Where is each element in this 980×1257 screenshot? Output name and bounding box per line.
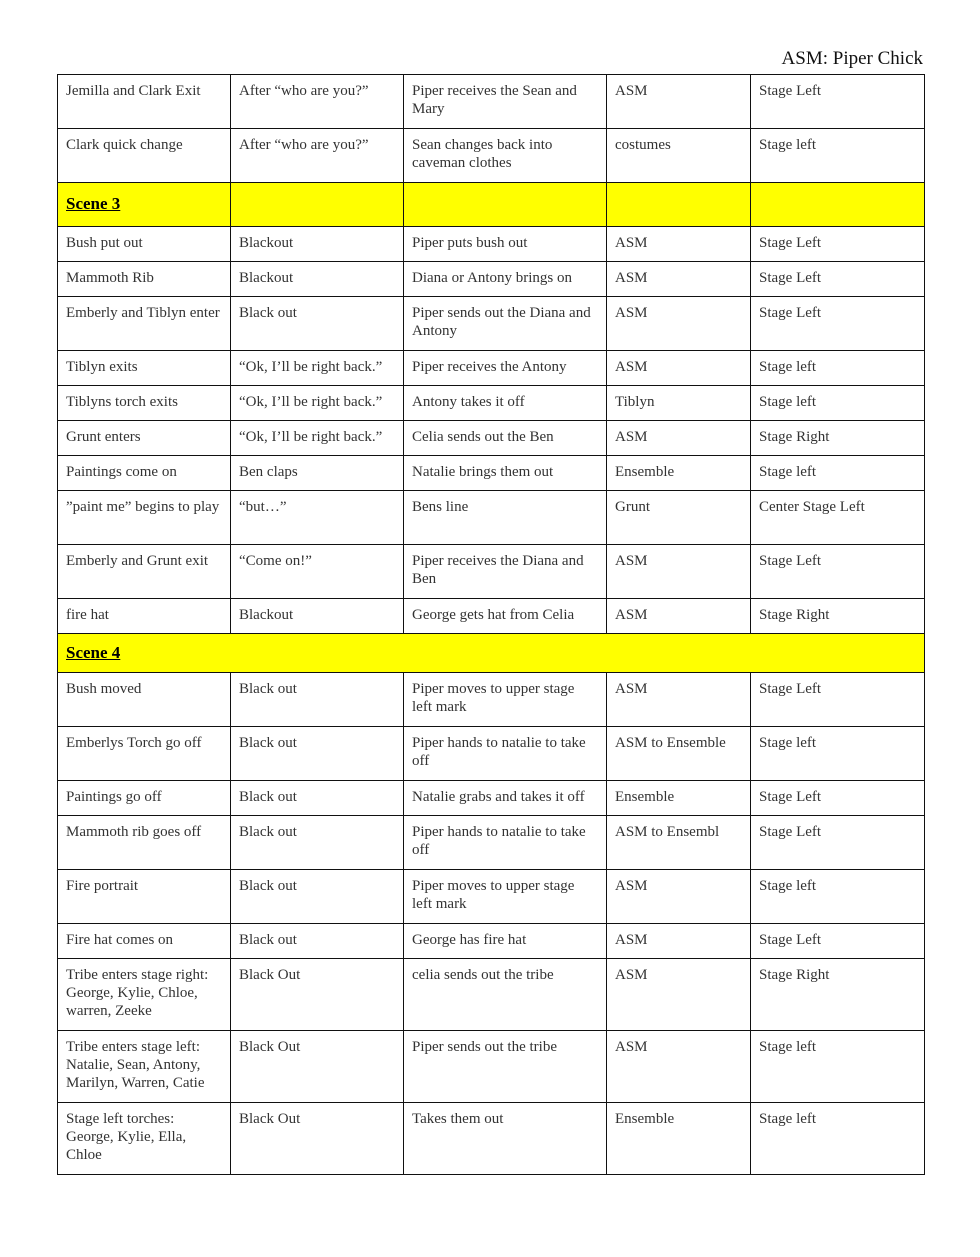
cue-location-cell: Stage Left [751,816,925,870]
cue-trigger-cell: Black out [231,673,404,727]
scene-header-cell [58,634,925,673]
cue-location-cell: Stage Left [751,545,925,599]
cue-name-cell: Tribe enters stage right: George, Kylie, Chloe, warren, Zeeke [58,959,231,1031]
cue-trigger-cell: Black Out [231,959,404,1031]
cue-responsible-cell: ASM [607,545,751,599]
cue-name-cell: Tiblyn exits [58,351,231,386]
cue-row [58,351,925,386]
cue-row [58,386,925,421]
cue-action-cell: George has fire hat [404,924,607,959]
cue-location-cell: Stage Left [751,297,925,351]
cue-name-cell: Jemilla and Clark Exit [58,75,231,129]
cue-responsible-cell: ASM to Ensembl [607,816,751,870]
cue-action-cell: Piper receives the Diana and Ben [404,545,607,599]
cue-row [58,75,925,129]
cue-name-cell: Fire portrait [58,870,231,924]
cue-name-cell: Fire hat comes on [58,924,231,959]
cue-name-cell: Mammoth Rib [58,262,231,297]
cue-row [58,727,925,781]
cue-name-cell: Stage left torches: George, Kylie, Ella, Chloe [58,1103,231,1175]
cue-location-cell: Stage left [751,129,925,183]
cue-name-cell: Emberly and Tiblyn enter [58,297,231,351]
cue-location-cell: Stage left [751,1031,925,1103]
cue-trigger-cell: “Ok, I’ll be right back.” [231,386,404,421]
cue-row [58,781,925,816]
cue-trigger-cell: “but…” [231,491,404,545]
scene-header-empty-cell [404,183,607,227]
cue-responsible-cell: ASM [607,673,751,727]
cue-responsible-cell: ASM [607,227,751,262]
cue-name-cell: Tribe enters stage left: Natalie, Sean, Antony, Marilyn, Warren, Catie [58,1031,231,1103]
cue-row [58,599,925,634]
cue-responsible-cell: ASM to Ensemble [607,727,751,781]
cue-responsible-cell: Ensemble [607,1103,751,1175]
cue-location-cell: Stage left [751,456,925,491]
cue-location-cell: Stage Left [751,227,925,262]
cue-trigger-cell: “Ok, I’ll be right back.” [231,351,404,386]
cue-name-cell: Grunt enters [58,421,231,456]
cue-responsible-cell: Tiblyn [607,386,751,421]
cue-name-cell: Mammoth rib goes off [58,816,231,870]
cue-responsible-cell: ASM [607,924,751,959]
cue-table [57,74,925,1175]
cue-responsible-cell: ASM [607,421,751,456]
cue-name-cell: Emberly and Grunt exit [58,545,231,599]
cue-trigger-cell: “Come on!” [231,545,404,599]
cue-location-cell: Stage left [751,351,925,386]
cue-row [58,491,925,545]
cue-row [58,673,925,727]
cue-location-cell: Stage left [751,870,925,924]
cue-name-cell: ”paint me” begins to play [58,491,231,545]
cue-row [58,545,925,599]
cue-action-cell: celia sends out the tribe [404,959,607,1031]
cue-row [58,816,925,870]
cue-row [58,1103,925,1175]
cue-row [58,297,925,351]
cue-action-cell: Piper receives the Sean and Mary [404,75,607,129]
cue-action-cell: Piper puts bush out [404,227,607,262]
cue-row [58,262,925,297]
cue-location-cell: Center Stage Left [751,491,925,545]
cue-trigger-cell: After “who are you?” [231,75,404,129]
cue-row [58,870,925,924]
cue-trigger-cell: Black out [231,297,404,351]
scene-header-cell [58,183,231,227]
cue-action-cell: Natalie brings them out [404,456,607,491]
cue-location-cell: Stage Left [751,75,925,129]
asm-header: ASM: Piper Chick [781,48,923,69]
cue-responsible-cell: ASM [607,1031,751,1103]
cue-row [58,924,925,959]
cue-trigger-cell: “Ok, I’ll be right back.” [231,421,404,456]
scene-label: Scene 4 [66,642,121,662]
cue-responsible-cell: ASM [607,599,751,634]
cue-location-cell: Stage left [751,1103,925,1175]
cue-row [58,456,925,491]
cue-trigger-cell: Blackout [231,599,404,634]
cue-trigger-cell: Black out [231,924,404,959]
cue-location-cell: Stage left [751,386,925,421]
cue-location-cell: Stage Left [751,924,925,959]
cue-trigger-cell: Black out [231,816,404,870]
cue-responsible-cell: Ensemble [607,456,751,491]
cue-name-cell: Paintings go off [58,781,231,816]
cue-action-cell: Piper sends out the Diana and Antony [404,297,607,351]
cue-responsible-cell: Ensemble [607,781,751,816]
cue-trigger-cell: Black out [231,727,404,781]
cue-responsible-cell: ASM [607,297,751,351]
cue-action-cell: Piper receives the Antony [404,351,607,386]
cue-row [58,227,925,262]
cue-action-cell: Piper moves to upper stage left mark [404,870,607,924]
cue-action-cell: Sean changes back into caveman clothes [404,129,607,183]
cue-name-cell: Bush moved [58,673,231,727]
cue-location-cell: Stage Right [751,599,925,634]
cue-trigger-cell: Black out [231,870,404,924]
cue-action-cell: Diana or Antony brings on [404,262,607,297]
scene-label: Scene 3 [66,194,121,213]
cue-responsible-cell: ASM [607,75,751,129]
cue-action-cell: Natalie grabs and takes it off [404,781,607,816]
cue-action-cell: Piper moves to upper stage left mark [404,673,607,727]
cue-action-cell: Piper hands to natalie to take off [404,816,607,870]
cue-location-cell: Stage Right [751,959,925,1031]
cue-row [58,421,925,456]
cue-table-body [58,75,925,1175]
cue-responsible-cell: Grunt [607,491,751,545]
cue-action-cell: Antony takes it off [404,386,607,421]
cue-name-cell: Paintings come on [58,456,231,491]
cue-action-cell: Celia sends out the Ben [404,421,607,456]
scene-header-empty-cell [607,183,751,227]
cue-trigger-cell: Blackout [231,227,404,262]
scene-header-row [58,634,925,673]
cue-action-cell: Takes them out [404,1103,607,1175]
cue-name-cell: Emberlys Torch go off [58,727,231,781]
cue-location-cell: Stage Left [751,673,925,727]
cue-name-cell: fire hat [58,599,231,634]
cue-action-cell: Piper hands to natalie to take off [404,727,607,781]
cue-trigger-cell: Black Out [231,1031,404,1103]
cue-location-cell: Stage left [751,727,925,781]
cue-location-cell: Stage Right [751,421,925,456]
cue-name-cell: Tiblyns torch exits [58,386,231,421]
cue-responsible-cell: ASM [607,351,751,386]
cue-responsible-cell: costumes [607,129,751,183]
cue-row [58,1031,925,1103]
cue-name-cell: Bush put out [58,227,231,262]
cue-responsible-cell: ASM [607,262,751,297]
cue-action-cell: Bens line [404,491,607,545]
cue-trigger-cell: Black out [231,781,404,816]
scene-header-empty-cell [751,183,925,227]
scene-header-row [58,183,925,227]
cue-trigger-cell: Ben claps [231,456,404,491]
cue-trigger-cell: Black Out [231,1103,404,1175]
cue-location-cell: Stage Left [751,781,925,816]
cue-location-cell: Stage Left [751,262,925,297]
cue-action-cell: George gets hat from Celia [404,599,607,634]
cue-row [58,959,925,1031]
cue-row [58,129,925,183]
cue-action-cell: Piper sends out the tribe [404,1031,607,1103]
scene-header-empty-cell [231,183,404,227]
cue-name-cell: Clark quick change [58,129,231,183]
cue-responsible-cell: ASM [607,870,751,924]
cue-responsible-cell: ASM [607,959,751,1031]
cue-trigger-cell: After “who are you?” [231,129,404,183]
cue-trigger-cell: Blackout [231,262,404,297]
